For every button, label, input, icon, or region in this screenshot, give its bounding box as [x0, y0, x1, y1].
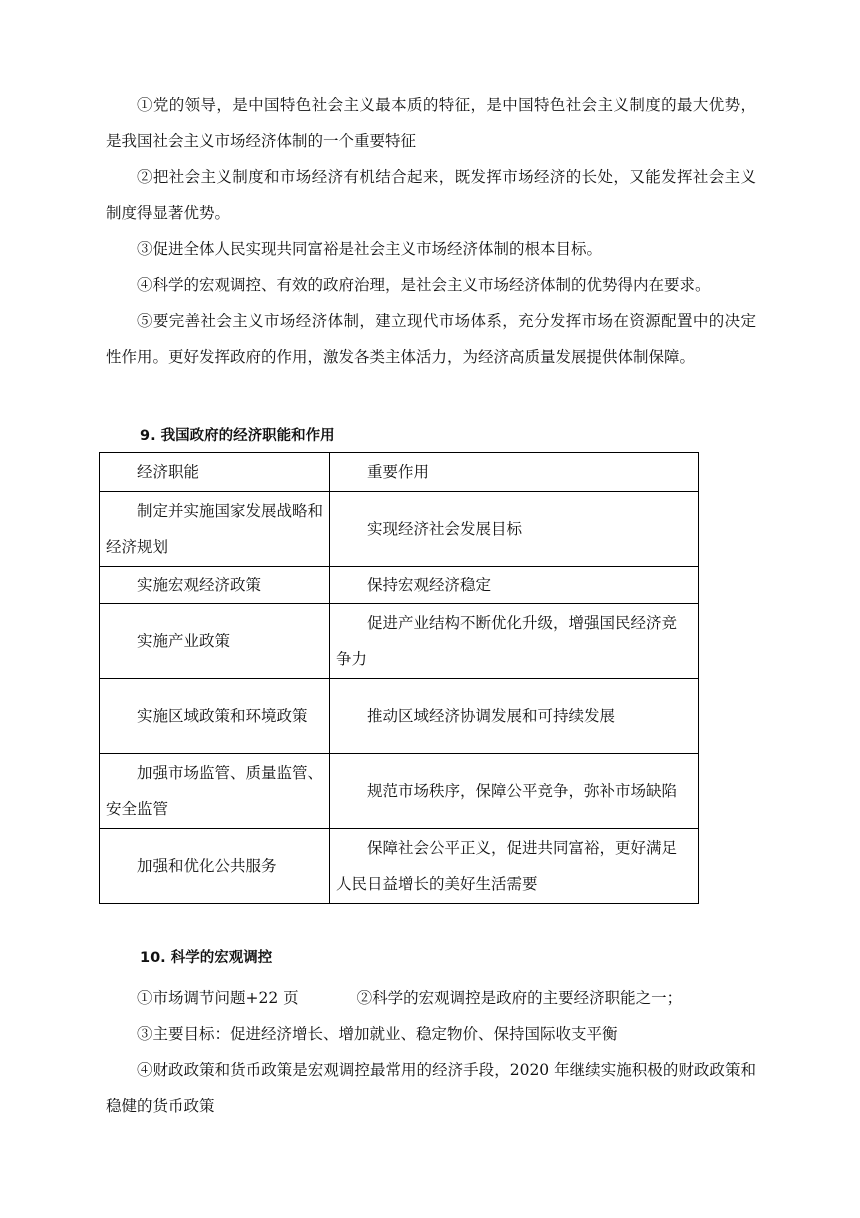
table-cell-role: 保持宏观经济稳定 — [330, 567, 699, 604]
paragraph-item-5: ⑤要完善社会主义市场经济体制，建立现代市场体系，充分发挥市场在资源配置中的决定性作用。更好发挥政府的作用，激发各类主体活力，为经济高质量发展提供体制保障。 — [106, 312, 756, 366]
table-cell-function: 实施产业政策 — [100, 604, 330, 679]
table-row — [100, 754, 699, 829]
paragraph-item-3: ③促进全体人民实现共同富裕是社会主义市场经济体制的根本目标。 — [137, 240, 603, 258]
table-cell-function: 制定并实施国家发展战略和经济规划 — [100, 492, 330, 567]
paragraph-macro-item-4: ④财政政策和货币政策是宏观调控最常用的经济手段，2020 年继续实施积极的财政政策和稳健的货币政策 — [106, 1061, 756, 1115]
table-header-function: 经济职能 — [100, 453, 330, 492]
table-cell-role: 推动区域经济协调发展和可持续发展 — [330, 679, 699, 754]
table-cell-function: 加强和优化公共服务 — [100, 829, 330, 904]
table-cell-role: 实现经济社会发展目标 — [330, 492, 699, 567]
table-row — [100, 567, 699, 604]
table-cell-function: 实施宏观经济政策 — [100, 567, 330, 604]
economic-functions-table — [99, 452, 699, 904]
macro-item-1: ①市场调节问题+22 页 — [137, 989, 299, 1007]
table-row — [100, 492, 699, 567]
table-row — [100, 679, 699, 754]
macro-item-2: ②科学的宏观调控是政府的主要经济职能之一； — [356, 989, 683, 1007]
paragraph-item-1: ①党的领导，是中国特色社会主义最本质的特征，是中国特色社会主义制度的最大优势，是我国社会主义市场经济体制的一个重要特征 — [106, 96, 756, 150]
paragraph-macro-item-1-2 — [106, 980, 756, 1016]
table-header-row — [100, 453, 699, 492]
table-cell-function: 实施区域政策和环境政策 — [100, 679, 330, 754]
section-heading-9: 9. 我国政府的经济职能和作用 — [140, 428, 335, 444]
table-cell-role: 保障社会公平正义，促进共同富裕，更好满足人民日益增长的美好生活需要 — [330, 829, 699, 904]
paragraph-item-4: ④科学的宏观调控、有效的政府治理，是社会主义市场经济体制的优势得内在要求。 — [137, 276, 711, 294]
table-header-role: 重要作用 — [330, 453, 699, 492]
table-row — [100, 604, 699, 679]
table-cell-function: 加强市场监管、质量监管、安全监管 — [100, 754, 330, 829]
section-heading-10: 10. 科学的宏观调控 — [140, 950, 273, 966]
table-cell-role: 促进产业结构不断优化升级，增强国民经济竞争力 — [330, 604, 699, 679]
table-row — [100, 829, 699, 904]
paragraph-macro-item-3: ③主要目标：促进经济增长、增加就业、稳定物价、保持国际收支平衡 — [137, 1025, 618, 1043]
table-cell-role: 规范市场秩序，保障公平竞争，弥补市场缺陷 — [330, 754, 699, 829]
paragraph-item-2: ②把社会主义制度和市场经济有机结合起来，既发挥市场经济的长处，又能发挥社会主义制度得显著优势。 — [106, 168, 756, 222]
